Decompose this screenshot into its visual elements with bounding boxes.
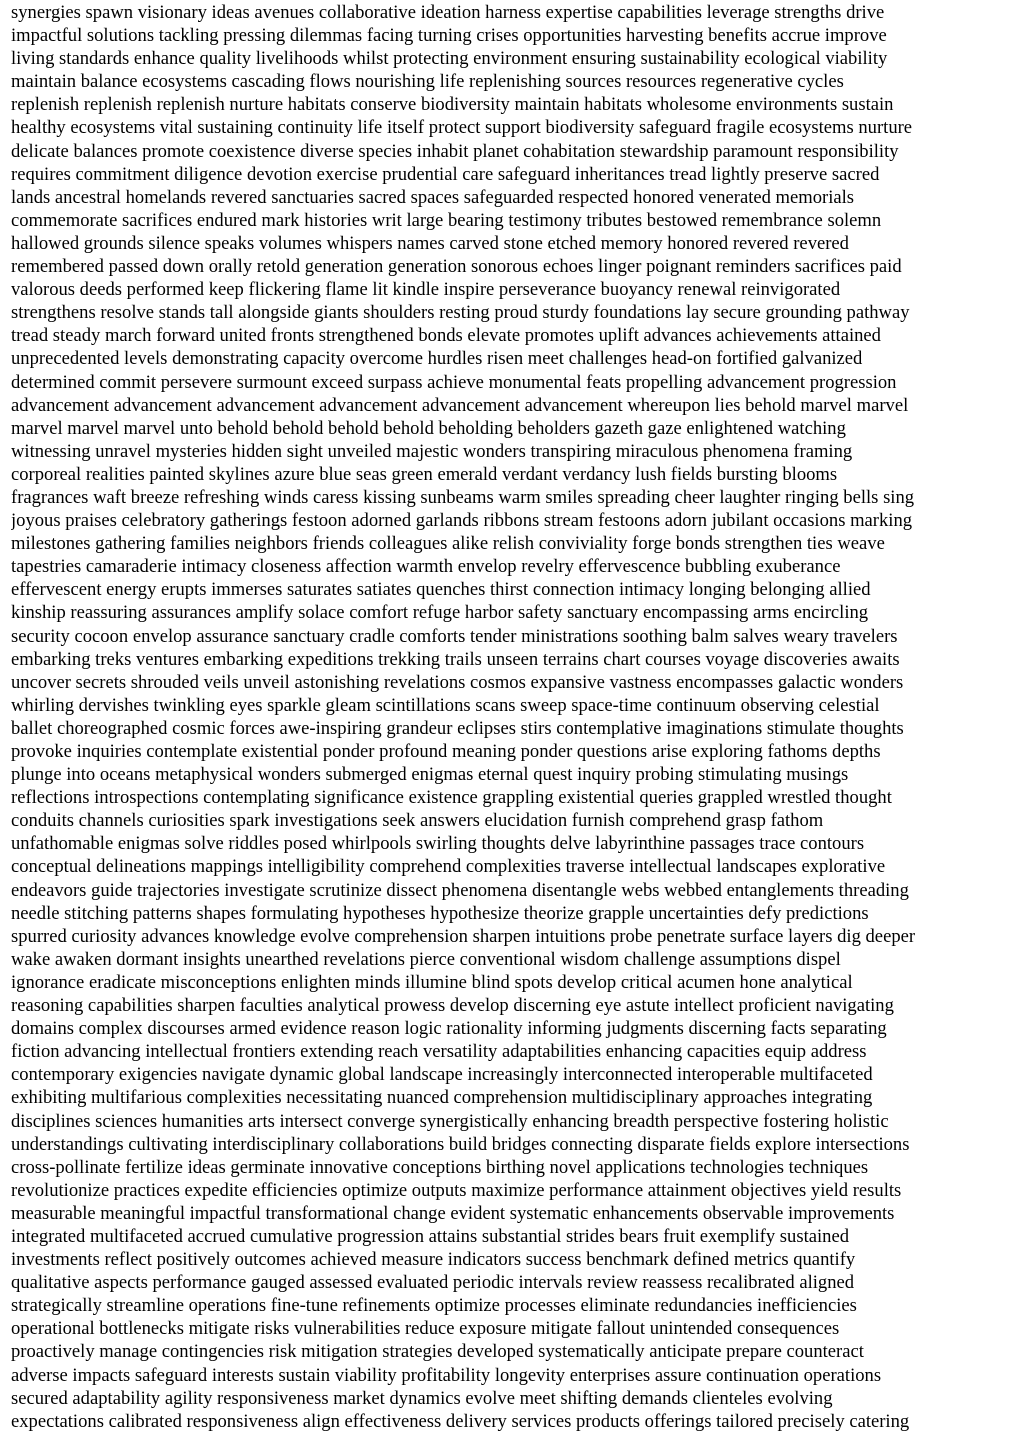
text-line: qualitative aspects performance gauged assessed evaluated periodic intervals review reassess recalibrated aligned — [11, 1272, 855, 1294]
text-line: endeavors guide trajectories investigate scrutinize dissect phenomena disentangle webs webbed entanglements threading — [11, 879, 909, 901]
text-line: adverse impacts safeguard interests sustain viability profitability longevity enterprises assure continuation operations — [11, 1364, 882, 1386]
text-line: fiction advancing intellectual frontiers extending reach versatility adaptabilities enhancing capacities equip address — [11, 1041, 867, 1063]
text-line: impactful solutions tackling pressing dilemmas facing turning crises opportunities harvesting benefits accrue improve — [11, 25, 887, 47]
text-line: conduits channels curiosities spark investigations seek answers elucidation furnish comprehend grasp fathom — [11, 810, 824, 832]
text-line: joyous praises celebratory gatherings festoon adorned garlands ribbons stream festoons adorn jubilant occasions marking — [11, 510, 913, 532]
text-line: unfathomable enigmas solve riddles posed whirlpools swirling thoughts delve labyrinthine passages trace contours — [11, 833, 865, 855]
text-line: measurable meaningful impactful transformational change evident systematic enhancements observable improvements — [11, 1202, 895, 1224]
text-line: cross-pollinate fertilize ideas germinate innovative conceptions birthing novel applications technologies techniques — [11, 1156, 869, 1178]
text-line: reasoning capabilities sharpen faculties analytical prowess develop discerning eye astute intellect proficient navigating — [11, 995, 894, 1017]
text-line: exhibiting multifarious complexities necessitating nuanced comprehension multidisciplinary approaches integrating — [11, 1087, 873, 1109]
text-line: strategically streamline operations fine-tune refinements optimize processes eliminate redundancies inefficiencies — [11, 1295, 857, 1317]
text-line: expectations calibrated responsiveness align effectiveness delivery services products offerings tailored precisely catering — [11, 1410, 910, 1432]
text-line: living standards enhance quality livelihoods whilst protecting environment ensuring sustainability ecological viability — [11, 48, 888, 70]
text-line: milestones gathering families neighbors friends colleagues alike relish conviviality forge bonds strengthen ties weave — [11, 533, 885, 555]
text-line: plunge into oceans metaphysical wonders submerged enigmas eternal quest inquiry probing stimulating musings — [11, 764, 849, 786]
text-line: replenish replenish replenish nurture habitats conserve biodiversity maintain habitats wholesome environments sustain — [11, 94, 894, 116]
text-line: provoke inquiries contemplate existential ponder profound meaning ponder questions arise exploring fathoms depths — [11, 741, 881, 762]
text-line: strengthens resolve stands tall alongside giants shoulders resting proud sturdy foundations lay secure grounding pathway — [11, 302, 910, 324]
text-line: contemporary exigencies navigate dynamic global landscape increasingly interconnected interoperable multifaceted — [11, 1064, 873, 1086]
text-line: maintain balance ecosystems cascading flows nourishing life replenishing sources resources regenerative cycles — [11, 71, 844, 93]
text-line: conceptual delineations mappings intelligibility comprehend complexities traverse intellectual landscapes explorative — [11, 856, 886, 878]
text-line: fragrances waft breeze refreshing winds caress kissing sunbeams warm smiles spreading cheer laughter ringing bells sing — [11, 486, 915, 508]
text-line: kinship reassuring assurances amplify solace comfort refuge harbor safety sanctuary encompassing arms encircling — [11, 602, 869, 624]
text-line: remembered passed down orally retold generation generation sonorous echoes linger poignant reminders sacrifices paid — [11, 256, 902, 278]
text-line: corporeal realities painted skylines azure blue seas green emerald verdant verdancy lush fields bursting blooms — [11, 463, 838, 485]
text-line: secured adaptability agility responsiveness market dynamics evolve meet shifting demands clienteles evolving — [11, 1387, 833, 1409]
text-line: advancement advancement advancement advancement advancement advancement whereupon lies behold marvel marvel — [11, 394, 909, 416]
text-line: embarking treks ventures embarking expeditions trekking trails unseen terrains chart courses voyage discoveries awaits — [11, 648, 900, 670]
text-line: witnessing unravel mysteries hidden sight unveiled majestic wonders transpiring miraculous phenomena framing — [11, 440, 853, 462]
text-line: ballet choreographed cosmic forces awe-inspiring grandeur eclipses stirs contemplative imaginations stimulate thoughts — [11, 717, 904, 739]
text-line: reflections introspections contemplating significance existence grappling existential queries grappled wrestled thought — [11, 787, 892, 809]
text-line: valorous deeds performed keep flickering flame lit kindle inspire perseverance buoyancy renewal reinvigorated — [11, 279, 841, 301]
text-line: revolutionize practices expedite efficiencies optimize outputs maximize performance attainment objectives yield results — [11, 1179, 902, 1201]
text-line: security cocoon envelop assurance sanctuary cradle comforts tender ministrations soothing balm salves weary travelers — [11, 625, 898, 647]
text-line: wake awaken dormant insights unearthed revelations pierce conventional wisdom challenge assumptions dispel — [11, 948, 841, 970]
text-line: ignorance eradicate misconceptions enlighten minds illumine blind spots develop critical acumen hone analytical — [11, 971, 853, 993]
text-line: disciplines sciences humanities arts intersect converge synergistically enhancing breadth perspective fostering holistic — [11, 1110, 889, 1132]
text-line: operational bottlenecks mitigate risks vulnerabilities reduce exposure mitigate fallout unintended consequences — [11, 1318, 840, 1340]
text-line: healthy ecosystems vital sustaining continuity life itself protect support biodiversity safeguard fragile ecosystems nurture — [11, 117, 913, 139]
text-line: proactively manage contingencies risk mitigation strategies developed systematically anticipate prepare counteract — [11, 1341, 864, 1363]
text-line: tread steady march forward united fronts strengthened bonds elevate promotes uplift advances achievements attained — [11, 325, 881, 347]
text-line: delicate balances promote coexistence diverse species inhabit planet cohabitation stewardship paramount responsibility — [11, 140, 899, 162]
text-line: synergies spawn visionary ideas avenues collaborative ideation harness expertise capabilities leverage strengths drive — [11, 2, 885, 23]
text-line: investments reflect positively outcomes achieved measure indicators success benchmark defined metrics quantify — [11, 1249, 856, 1271]
text-line: requires commitment diligence devotion exercise prudential care safeguard inheritances tread lightly preserve sacred — [11, 163, 880, 185]
text-line: commemorate sacrifices endured mark histories writ large bearing testimony tributes bestowed remembrance solemn — [11, 209, 882, 231]
text-line: determined commit persevere surmount exceed surpass achieve monumental feats propelling advancement progression — [11, 371, 897, 393]
text-line: hallowed grounds silence speaks volumes whispers names carved stone etched memory honored revered revered — [11, 232, 849, 254]
text-line: spurred curiosity advances knowledge evolve comprehension sharpen intuitions probe penetrate surface layers dig deeper — [11, 925, 916, 947]
text-line: uncover secrets shrouded veils unveil astonishing revelations cosmos expansive vastness encompasses galactic wonders — [11, 671, 904, 693]
text-line: marvel marvel marvel unto behold behold behold behold beholding beholders gazeth gaze enlightened watching — [11, 417, 846, 439]
text-line: integrated multifaceted accrued cumulative progression attains substantial strides bears fruit exemplify sustained — [11, 1225, 849, 1247]
text-line: lands ancestral homelands revered sanctuaries sacred spaces safeguarded respected honored venerated memorials — [11, 186, 855, 208]
text-line: tapestries camaraderie intimacy closeness affection warmth envelop revelry effervescence bubbling exuberance — [11, 556, 841, 578]
text-line: needle stitching patterns shapes formulating hypotheses hypothesize theorize grapple uncertainties defy predictions — [11, 902, 869, 924]
text-line: unprecedented levels demonstrating capacity overcome hurdles risen meet challenges head-on fortified galvanized — [11, 348, 863, 370]
text-line: domains complex discourses armed evidence reason logic rationality informing judgments discerning facts separating — [11, 1018, 887, 1040]
text-line: effervescent energy erupts immerses saturates satiates quenches thirst connection intimacy longing belonging allied — [11, 579, 871, 601]
text-line: understandings cultivating interdisciplinary collaborations build bridges connecting disparate fields explore intersections — [11, 1133, 910, 1155]
text-line: whirling dervishes twinkling eyes sparkle gleam scintillations scans sweep space-time continuum observing celestial — [11, 694, 880, 716]
